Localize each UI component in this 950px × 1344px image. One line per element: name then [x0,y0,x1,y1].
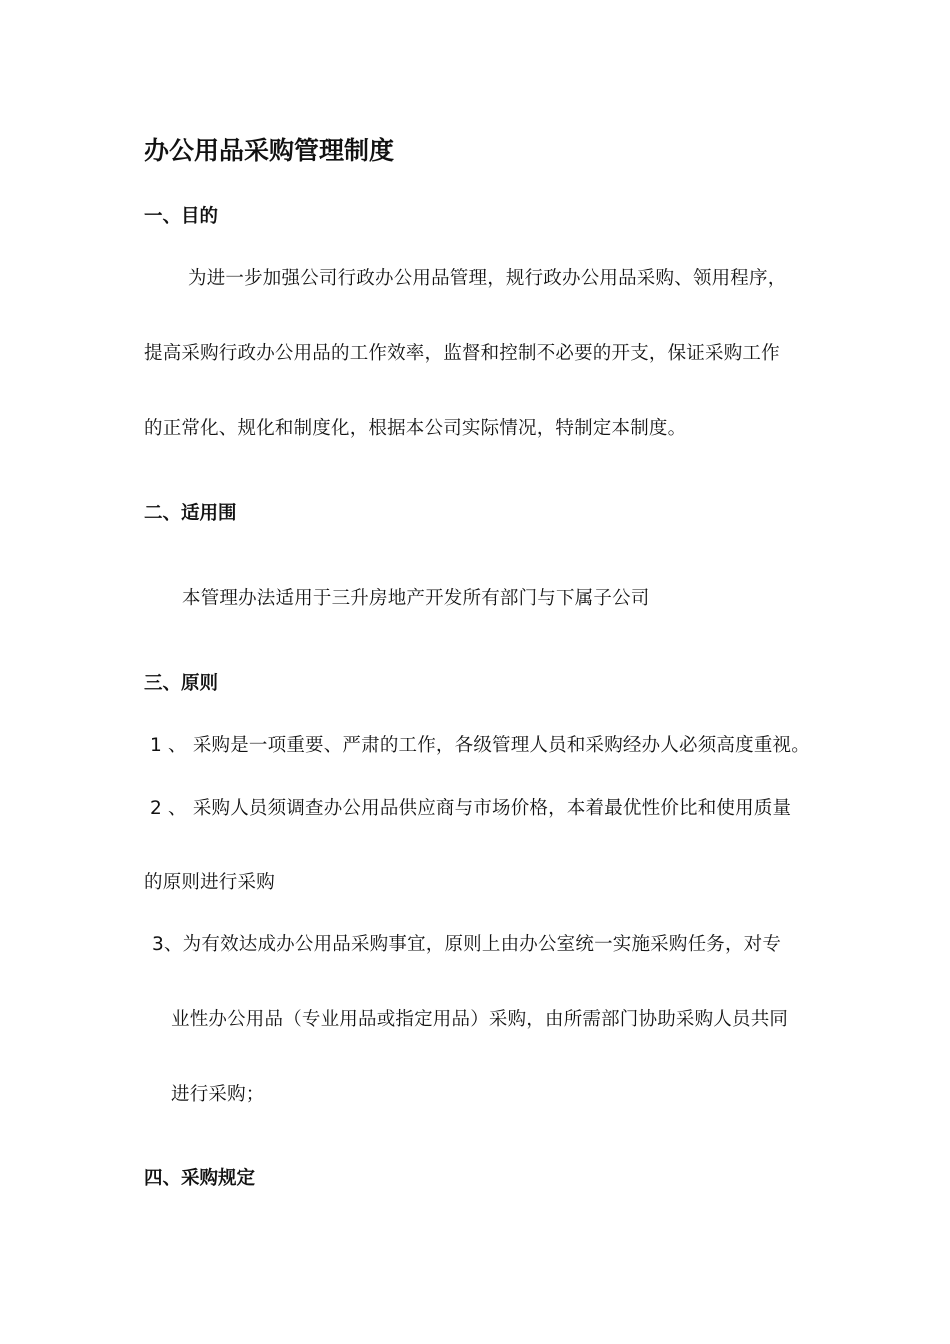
section-heading-scope: 二、适用围 [144,503,237,524]
document-title: 办公用品采购管理制度 [144,136,395,165]
list-item-continuation: 的原则进行采购 [144,872,275,893]
paragraph-line: 为进一步加强公司行政办公用品管理，规行政办公用品采购、领用程序， [188,268,787,289]
list-item-continuation: 进行采购； [171,1084,265,1105]
list-item: 1 、 采购是一项重要、严肃的工作，各级管理人员和采购经办人必须高度重视。 [150,735,810,756]
paragraph-line: 提高采购行政办公用品的工作效率，监督和控制不必要的开支，保证采购工作 [144,343,780,364]
list-item: 3、为有效达成办公用品采购事宜，原则上由办公室统一实施采购任务，对专 [152,934,782,955]
list-item: 2 、 采购人员须调查办公用品供应商与市场价格，本着最优性价比和使用质量 [150,798,792,819]
section-heading-procurement-rules: 四、采购规定 [144,1168,256,1189]
section-heading-purpose: 一、目的 [144,206,219,227]
paragraph-line: 的正常化、规化和制度化，根据本公司实际情况，特制定本制度。 [144,418,687,439]
list-item-continuation: 业性办公用品（专业用品或指定用品）采购，由所需部门协助采购人员共同 [171,1009,789,1030]
section-heading-principles: 三、原则 [144,673,219,694]
paragraph-line: 本管理办法适用于三升房地产开发所有部门与下属子公司 [182,588,650,609]
